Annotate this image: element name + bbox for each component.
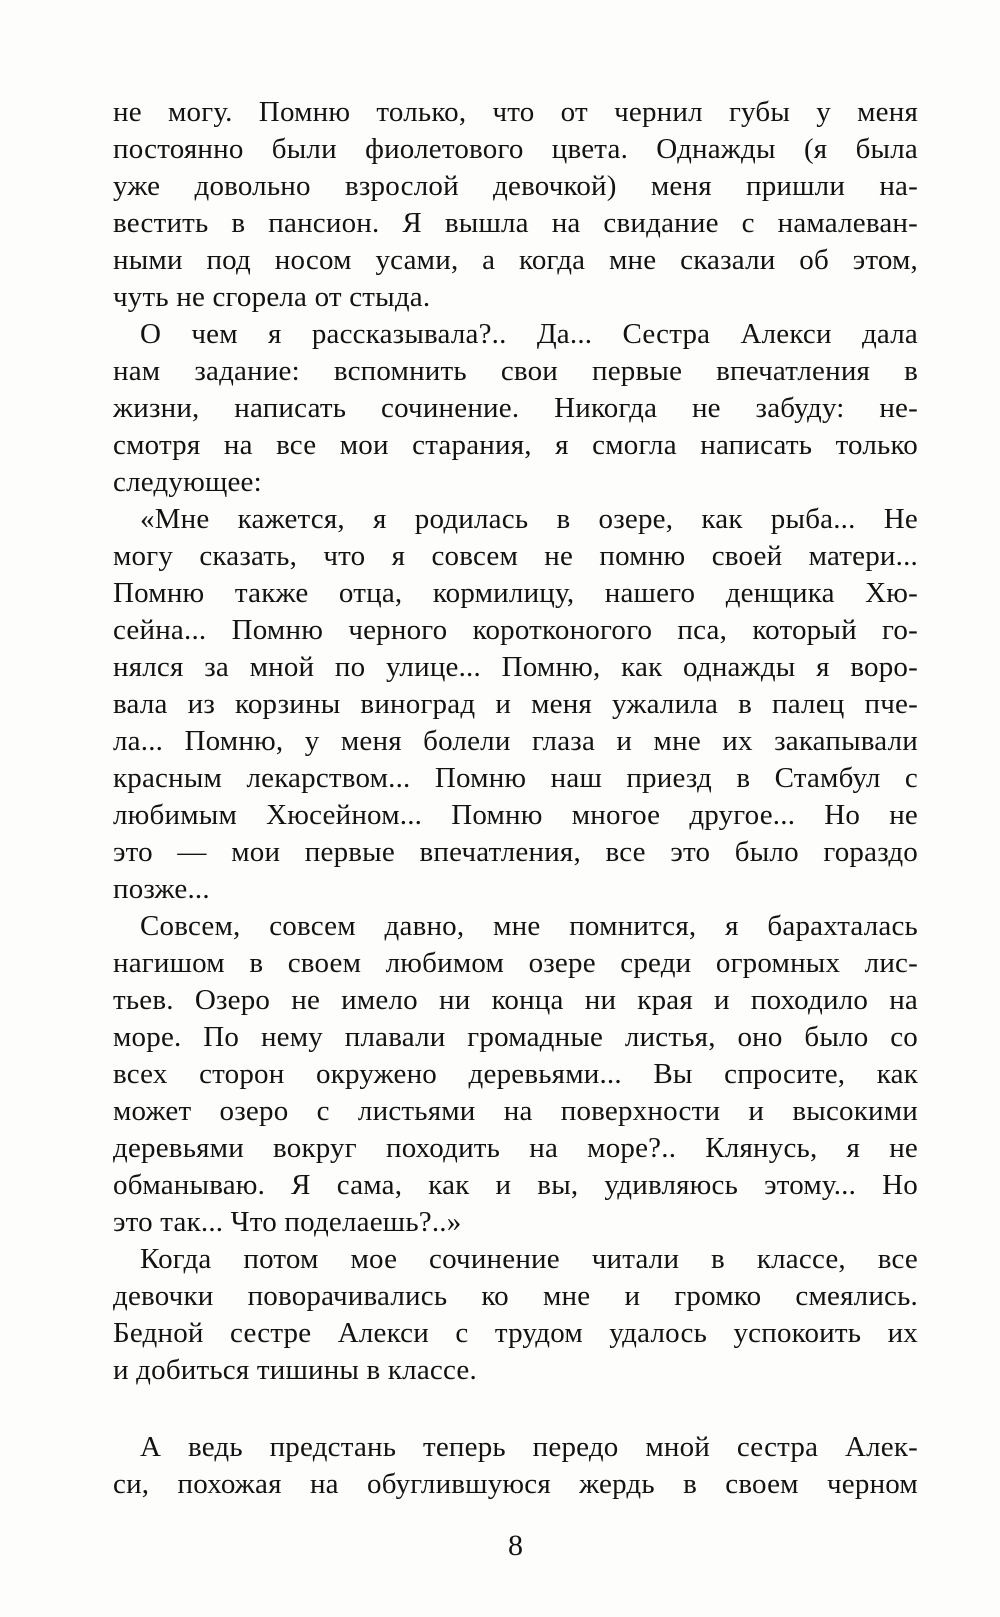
text-line: деревьями вокруг походить на море?.. Клянусь, я не xyxy=(113,1132,918,1164)
text-line: не могу. Помню только, что от чернил губы у меня xyxy=(113,96,918,128)
text-line: си, похожая на обуглившуюся жердь в своем черном xyxy=(113,1468,918,1500)
text-line: вестить в пансион. Я вышла на свидание с намалеван- xyxy=(113,207,918,239)
text-line: постоянно были фиолетового цвета. Однажды (я была xyxy=(113,133,918,165)
text-line: это — мои первые впечатления, все это было гораздо xyxy=(113,836,918,868)
text-line: и добиться тишины в классе. xyxy=(113,1354,477,1386)
text-line: море. По нему плавали громадные листья, оно было со xyxy=(113,1021,918,1053)
paragraph xyxy=(113,908,918,1241)
paragraph xyxy=(113,94,918,316)
text-line: любимым Хюсейном... Помню многое другое... Но не xyxy=(113,799,918,831)
text-line: красным лекарством... Помню наш приезд в Стамбул с xyxy=(113,762,918,794)
text-line: «Мне кажется, я родилась в озере, как рыба... Не xyxy=(140,503,918,535)
text-line: позже... xyxy=(113,873,210,905)
text-line: Совсем, совсем давно, мне помнится, я барахталась xyxy=(140,910,918,942)
paragraph xyxy=(113,501,918,908)
text-line: может озеро с листьями на поверхности и высокими xyxy=(113,1095,918,1127)
text-line: нялся за мной по улице... Помню, как однажды я воро- xyxy=(113,651,918,683)
text-line: А ведь предстань теперь передо мной сестра Алек- xyxy=(140,1431,918,1463)
paragraph xyxy=(113,1241,918,1389)
text-line: это так... Что поделаешь?..» xyxy=(113,1206,462,1238)
paragraph xyxy=(113,316,918,501)
text-line: нагишом в своем любимом озере среди огромных лис- xyxy=(113,947,918,979)
text-line: могу сказать, что я совсем не помню своей матери... xyxy=(113,540,918,572)
text-line: Бедной сестре Алекси с трудом удалось успокоить их xyxy=(113,1317,918,1349)
text-line: вала из корзины виноград и меня ужалила в палец пче- xyxy=(113,688,918,720)
text-line: тьев. Озеро не имело ни конца ни края и походило на xyxy=(113,984,918,1016)
paragraph xyxy=(113,1429,918,1503)
page-number: 8 xyxy=(508,1529,523,1562)
text-line: ными под носом усами, а когда мне сказали об этом, xyxy=(113,244,918,276)
text-line: обманываю. Я сама, как и вы, удивляюсь этому... Но xyxy=(113,1169,918,1201)
text-line: сейна... Помню черного коротконогого пса, который го- xyxy=(113,614,918,646)
text-line: девочки поворачивались ко мне и громко смеялись. xyxy=(113,1280,918,1312)
text-line: жизни, написать сочинение. Никогда не забуду: не- xyxy=(113,392,918,424)
text-block xyxy=(113,94,918,1503)
text-line: нам задание: вспомнить свои первые впечатления в xyxy=(113,355,918,387)
text-line: Помню также отца, кормилицу, нашего денщика Хю- xyxy=(113,577,918,609)
text-line: О чем я рассказывала?.. Да... Сестра Алекси дала xyxy=(140,318,918,350)
text-line: чуть не сгорела от стыда. xyxy=(113,281,431,313)
text-line: Когда потом мое сочинение читали в классе, все xyxy=(140,1243,918,1275)
text-line: следующее: xyxy=(113,466,262,498)
text-line: уже довольно взрослой девочкой) меня пришли на- xyxy=(113,170,918,202)
text-line: ла... Помню, у меня болели глаза и мне их закапывали xyxy=(113,725,918,757)
text-line: смотря на все мои старания, я смогла написать только xyxy=(113,429,918,461)
text-line: всех сторон окружено деревьями... Вы спросите, как xyxy=(113,1058,918,1090)
